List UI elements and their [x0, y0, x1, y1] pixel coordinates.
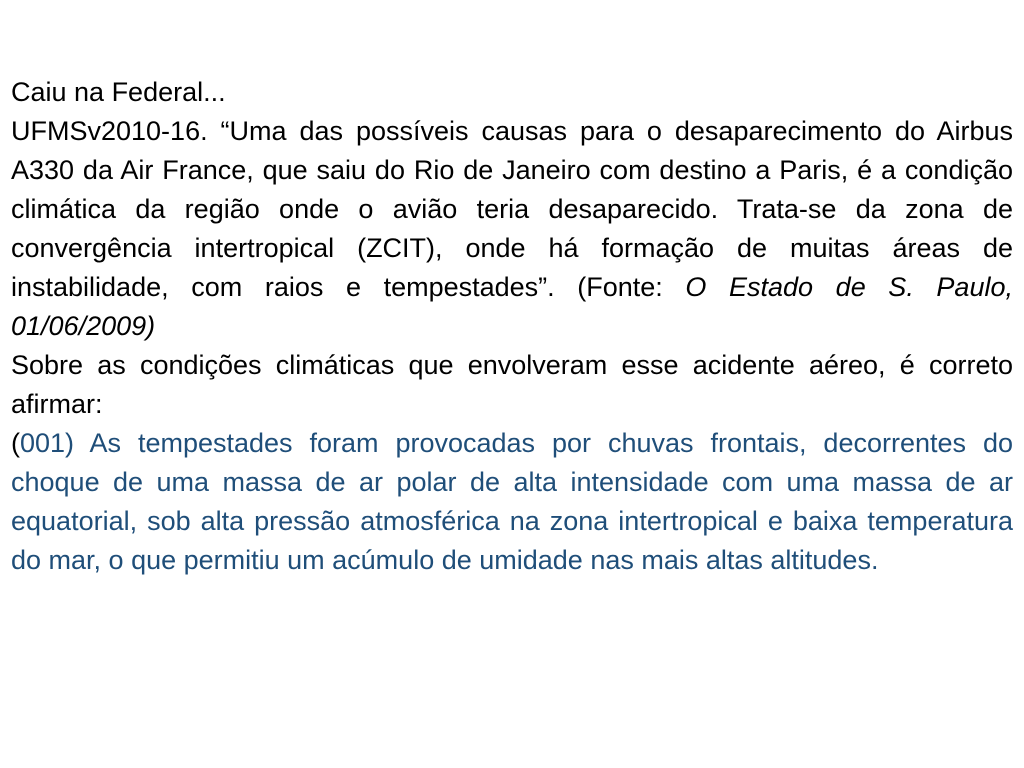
answer-open-paren: ( [11, 428, 20, 458]
slide-text-block [11, 73, 1013, 580]
answer-text: 001) As tempestades foram provocadas por chuvas frontais, decorrentes do choque de uma massa de ar polar de alta intensidade com uma massa de ar equatorial, sob alta pressão atmosférica na zona intertropical e baixa temperatura do mar, o que permitiu um acúmulo de umidade nas mais altas altitudes. [11, 428, 1013, 575]
question-paragraph [11, 112, 1013, 346]
question-prompt: Sobre as condições climáticas que envolveram esse acidente aéreo, é correto afirmar: [11, 350, 1013, 419]
question-source: O Estado de S. Paulo, 01/06/2009) [11, 272, 1013, 341]
question-body: UFMSv2010-16. “Uma das possíveis causas para o desaparecimento do Airbus A330 da Air France, que saiu do Rio de Janeiro com destino a Paris, é a condição climática da região onde o avião teria desaparecido. Trata-se da zona de convergência intertropical (ZCIT), onde há formação de muitas áreas de instabilidade, com raios e tempestades”. (Fonte: [11, 116, 1013, 302]
answer-option [11, 424, 1013, 580]
slide-title: Caiu na Federal... [11, 77, 226, 107]
